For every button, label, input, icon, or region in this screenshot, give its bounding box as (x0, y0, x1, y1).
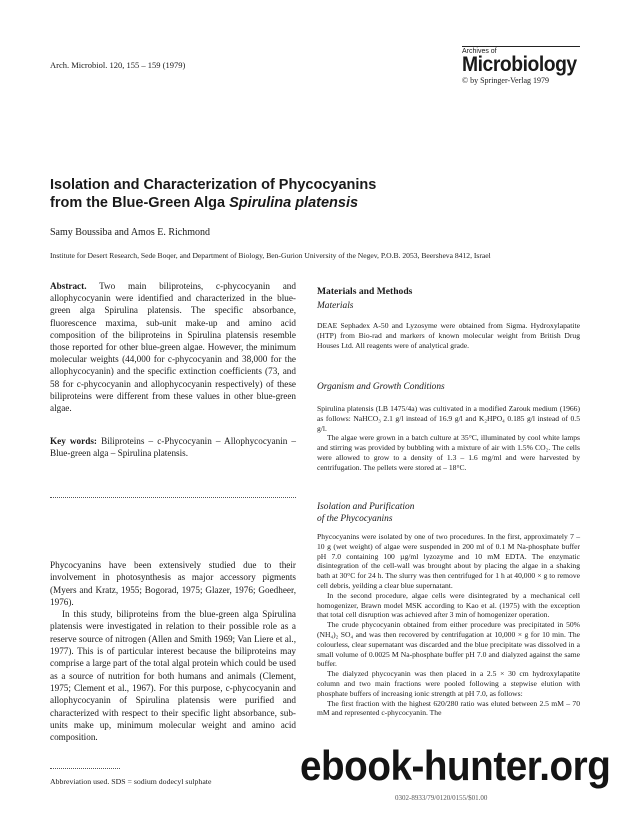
journal-citation: Arch. Microbiol. 120, 155 – 159 (1979) (50, 60, 186, 70)
intro-paragraph-1: Phycocyanins have been extensively studied due to their involvement in photosynthesis as major accessory pigments (Myers and Kratz, 1955; Bogorad, 1975; Glazer, 1976; Goedheer, 1976). (50, 560, 296, 607)
journal-logo-title: Microbiology (462, 53, 577, 76)
methods-heading (317, 281, 580, 299)
organism-section (317, 404, 580, 473)
methods-heading-text: Materials and Methods (317, 286, 413, 297)
article-title (50, 176, 470, 212)
title-line-2-text: from the Blue-Green Alga (50, 195, 230, 211)
isolation-paragraph-4: The dialyzed phycocyanin was then placed in a 2.5 × 30 cm hydroxylapatite column and two main fractions were pooled following a stepwise elution with phosphate buffers of increasing ionic strength at pH 7.0, as follows: (317, 669, 580, 698)
keywords-text: Biliproteins – c-Phycocyanin – Allophycocyanin – Blue-green alga – Spirulina platensis. (50, 436, 297, 459)
abstract (50, 280, 296, 414)
footnote: Abbreviation used. SDS = sodium dodecyl sulphate (50, 777, 212, 786)
materials-text: DEAE Sephadex A-50 and Lyzosyme were obtained from Sigma. Hydroxylapatite (HTP) from Bio-rad and markers of known molecular weight from British Drug Houses Ltd. All reagents were of analytical grade. (317, 321, 580, 350)
isolation-paragraph-3: The crude phycocyanin obtained from either procedure was precipitated in 50% (NH₄)₂ SO₄ and was then recovered by centrifugation at 10,000 × g for 10 min. The colourless, clear supernatant was discarded and the blue precipitate was dissolved in a small volume of 0.0025 M Na-phosphate buffer pH 7.0 and dialyzed against the same buffer. (317, 620, 580, 669)
materials-heading: Materials (317, 301, 354, 311)
keywords-label: Key words: (50, 436, 97, 446)
introduction (50, 559, 296, 743)
title-line-2 (50, 194, 470, 212)
affiliation: Institute for Desert Research, Sede Boqer, and Department of Biology, Ben-Gurion University of the Negev, P.O.B. 2053, Beersheva 8412, Israel (50, 251, 491, 260)
page-identifier: 0302-8933/79/0120/0155/$01.00 (395, 794, 488, 802)
abstract-text: Two main biliproteins, c-phycocyanin and allophycocyanin were identified and characterized in the blue-green alga Spirulina platensis. The specific absorbance, fluorescence maxima, sub-unit make-up and amino acid composition of the biliproteins in Spirulina platensis resemble those reported for other blue-green algae. However, the minimum molecular weights (44,000 for c-phycocyanin and 38,000 for the allophycocyanin) and the specific extinction coefficients (73, and 58 for c-phycocyanin and allophycocyanin respectively) of these biliproteins were different from these values in other blue-green algae. (50, 281, 296, 414)
organism-paragraph-1: Spirulina platensis (LB 1475/4a) was cultivated in a modified Zarouk medium (1966) as follows: NaHCO₃ 2.1 g/l instead of 16.9 g/l and K₂HPO₄ 0.185 g/l instead of 0.5 g/l. (317, 404, 580, 433)
isolation-paragraph-1: Phycocyanins were isolated by one of two procedures. In the first, approximately 7 – 10 g (wet weight) of algae were suspended in 200 ml of 0.1 M Na-phosphate buffer pH 7.0 containing 100 µg/ml lyzozyme and 10 mM EDTA. The enzymatic disintegration of the cell-wall was brought about by placing the algae in a shaking bath at 30°C for 24 h. The slurry was then centrifuged for 1 h at 40,000 × g to remove cell debris, yeilding a clear blue supernatant. (317, 532, 580, 590)
watermark: ebook-hunter.org (300, 742, 611, 789)
publisher-copyright: © by Springer-Verlag 1979 (462, 76, 550, 85)
isolation-heading-line-2: of the Phycocyanins (317, 514, 393, 524)
organism-paragraph-2: The algae were grown in a batch culture at 35°C, illuminated by cool white lamps and stirring was provided by bubbling with a mixture of air with 1.5% CO₂. The cells were allowed to grow to a density of 1.3 – 1.6 mg/ml and were harvested by centrifugation. The pellets were stored at – 18°C. (317, 433, 580, 472)
isolation-paragraph-2: In the second procedure, algae cells were disintegrated by a mechanical cell homogenizer, Brawn model MSK according to Kao et al. (1975) with the exception that total cell disruption was achieved after 3 min of homogenizer operation. (317, 590, 580, 620)
organism-heading: Organism and Growth Conditions (317, 382, 445, 392)
isolation-section (317, 532, 580, 718)
footnote-divider (50, 768, 120, 769)
isolation-heading-line-1: Isolation and Purification (317, 502, 415, 512)
abstract-divider (50, 497, 296, 498)
title-line-1: Isolation and Characterization of Phycocyanins (50, 177, 377, 193)
journal-logo-subtitle: Archives of (462, 46, 580, 55)
keywords (50, 435, 296, 459)
journal-logo (462, 46, 580, 85)
isolation-heading (317, 501, 580, 525)
isolation-paragraph-5: The first fraction with the highest 620/280 ratio was eluted between 2.5 mM – 70 mM and represented c-phycocyanin. The (317, 698, 580, 718)
abstract-label: Abstract. (50, 281, 87, 291)
intro-paragraph-2: In this study, biliproteins from the blue-green alga Spirulina platensis were investigated in relation to their possible role as a reserve source of nitrogen (Allen and Smith 1969; Van Liere et al., 1977). This is of particular interest because the biliproteins may comprise a large part of the total algal protein which could be used as a source of nutrition for both humans and animals (Clement, 1975; Clement et al., 1967). For this purpose, c-phycocyanin and allophycocyanin of Spirulina platensis were purified and characterized with respect to their specific light absorbance, sub-units make up, minimum molecular weight and amino acid composition. (50, 609, 296, 743)
authors: Samy Boussiba and Amos E. Richmond (50, 227, 210, 238)
title-species: Spirulina platensis (229, 195, 359, 211)
